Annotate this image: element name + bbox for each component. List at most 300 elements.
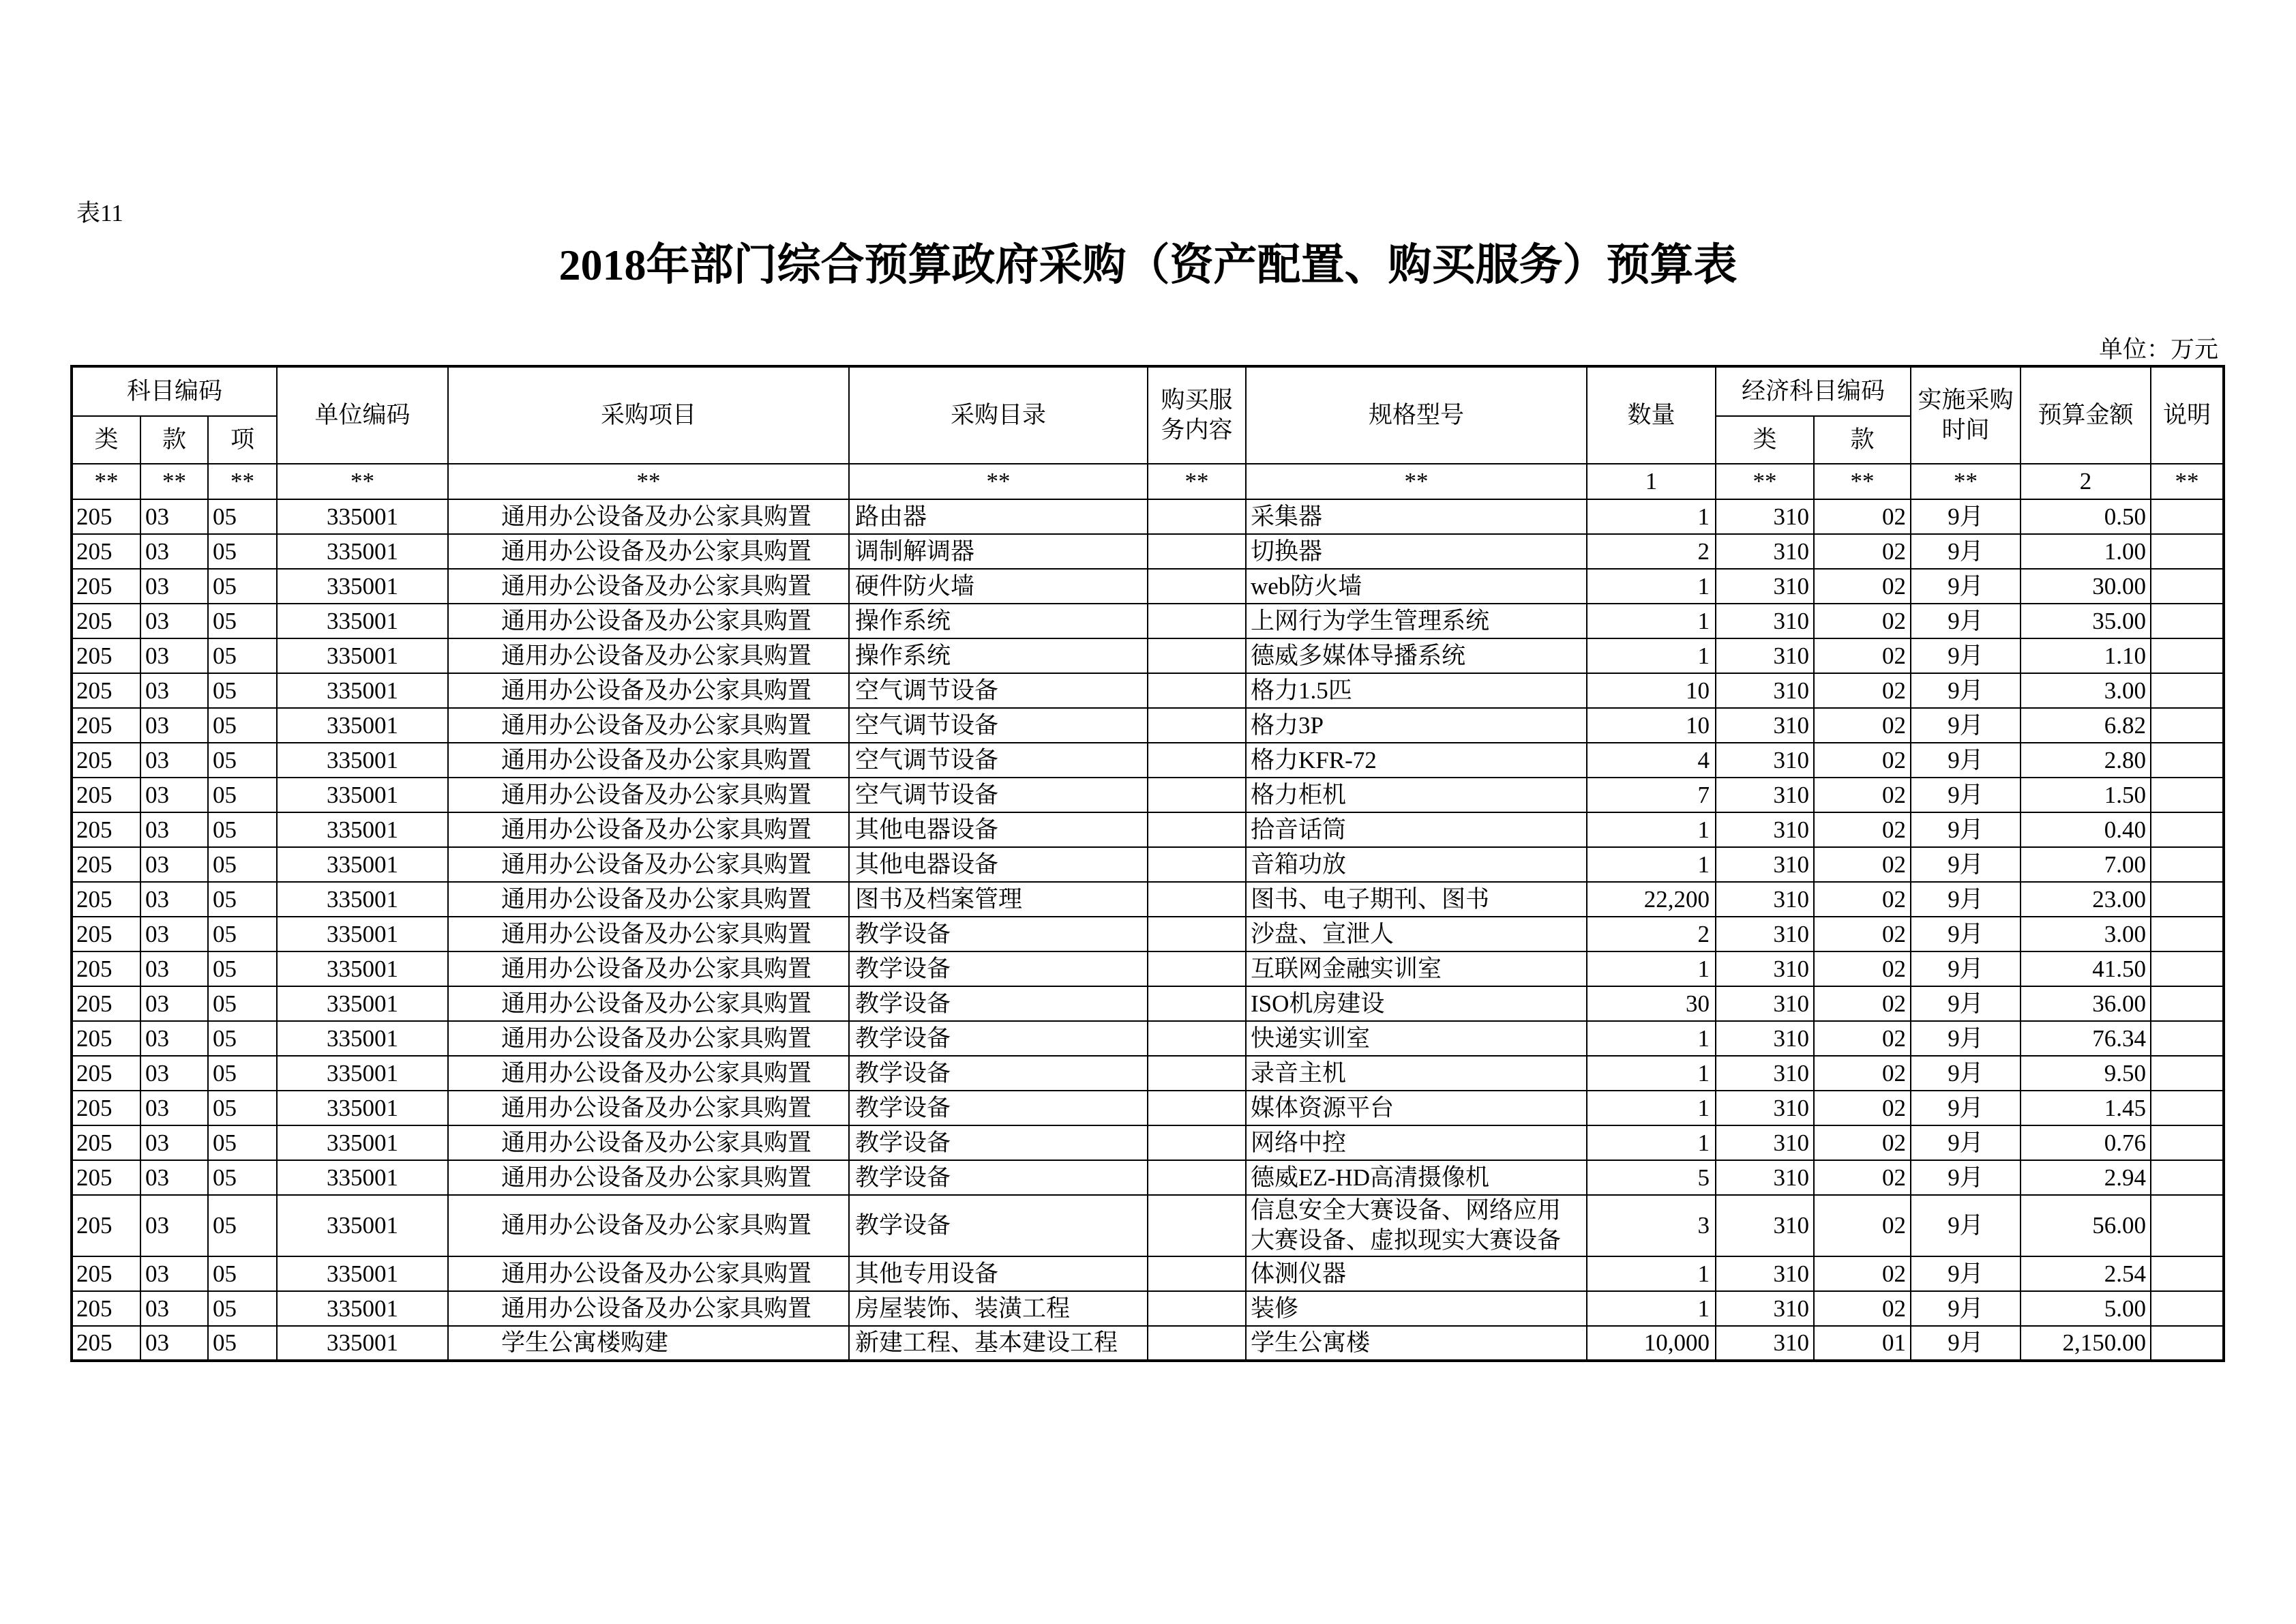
- cell-time: 9月: [1911, 917, 2021, 951]
- cell-econ-item: 02: [1814, 1195, 1911, 1256]
- cell-econ-class: 310: [1716, 534, 1814, 569]
- cell-service-content: [1148, 812, 1246, 847]
- cell-unit-code: 335001: [277, 1326, 448, 1361]
- cell-note: [2151, 708, 2224, 743]
- header-time-label: 实施采购时间: [1918, 387, 2014, 443]
- cell-time: 9月: [1911, 1291, 2021, 1326]
- budget-table: [70, 365, 2225, 1362]
- cell-amount: 36.00: [2021, 986, 2151, 1021]
- cell-quantity: 1: [1587, 1091, 1716, 1125]
- cell-note: [2151, 569, 2224, 604]
- table-row: [72, 604, 2224, 638]
- cell-unit-code: 335001: [277, 1125, 448, 1160]
- cell-project: 通用办公设备及办公家具购置: [448, 673, 849, 708]
- cell-catalog: 其他电器设备: [849, 812, 1148, 847]
- cell-catalog: 空气调节设备: [849, 743, 1148, 778]
- cell-quantity: 30: [1587, 986, 1716, 1021]
- cell-project: 通用办公设备及办公家具购置: [448, 1256, 849, 1291]
- cell-subject-sub: 05: [208, 638, 277, 673]
- cell-subject-item: 03: [140, 638, 208, 673]
- cell-subject-class: 205: [72, 743, 140, 778]
- cell-subject-class: 205: [72, 882, 140, 917]
- cell-subject-item: 03: [140, 986, 208, 1021]
- cell-time: 9月: [1911, 1160, 2021, 1195]
- cell-service-content: [1148, 917, 1246, 951]
- cell-spec: 装修: [1246, 1291, 1587, 1326]
- cell-note: [2151, 812, 2224, 847]
- cell-subject-sub: 05: [208, 604, 277, 638]
- cell-spec: 拾音话筒: [1246, 812, 1587, 847]
- cell-subject-class: 205: [72, 951, 140, 986]
- cell-unit-code: 335001: [277, 951, 448, 986]
- header-subject-sub: 项: [208, 416, 277, 464]
- cell-unit-code: 335001: [277, 1056, 448, 1091]
- header-subject-class: 类: [72, 416, 140, 464]
- table-row: [72, 986, 2224, 1021]
- header-quantity: 数量: [1587, 366, 1716, 464]
- table-row: [72, 1125, 2224, 1160]
- cell-econ-item: **: [1814, 464, 1911, 499]
- cell-subject-sub: 05: [208, 882, 277, 917]
- cell-quantity: 1: [1587, 638, 1716, 673]
- cell-econ-item: 02: [1814, 1291, 1911, 1326]
- cell-catalog: 操作系统: [849, 638, 1148, 673]
- cell-project: 通用办公设备及办公家具购置: [448, 812, 849, 847]
- cell-unit-code: 335001: [277, 638, 448, 673]
- cell-subject-item: 03: [140, 847, 208, 882]
- cell-catalog: 空气调节设备: [849, 778, 1148, 812]
- cell-subject-class: 205: [72, 1056, 140, 1091]
- cell-note: [2151, 604, 2224, 638]
- cell-service-content: [1148, 1291, 1246, 1326]
- table-body: [72, 464, 2224, 1361]
- cell-time: 9月: [1911, 986, 2021, 1021]
- cell-econ-class: 310: [1716, 812, 1814, 847]
- cell-econ-class: 310: [1716, 986, 1814, 1021]
- cell-unit-code: 335001: [277, 778, 448, 812]
- cell-project: 通用办公设备及办公家具购置: [448, 708, 849, 743]
- cell-econ-class: 310: [1716, 1195, 1814, 1256]
- cell-econ-item: 02: [1814, 1056, 1911, 1091]
- header-note: 说明: [2151, 366, 2224, 464]
- cell-spec: 媒体资源平台: [1246, 1091, 1587, 1125]
- cell-note: [2151, 917, 2224, 951]
- cell-project: 通用办公设备及办公家具购置: [448, 951, 849, 986]
- cell-project: 通用办公设备及办公家具购置: [448, 1125, 849, 1160]
- cell-amount: 1.50: [2021, 778, 2151, 812]
- header-catalog: 采购目录: [849, 366, 1148, 464]
- cell-catalog: 操作系统: [849, 604, 1148, 638]
- cell-spec: 录音主机: [1246, 1056, 1587, 1091]
- cell-amount: 0.50: [2021, 499, 2151, 534]
- cell-econ-class: 310: [1716, 499, 1814, 534]
- cell-amount: 56.00: [2021, 1195, 2151, 1256]
- cell-amount: 23.00: [2021, 882, 2151, 917]
- cell-amount: 6.82: [2021, 708, 2151, 743]
- cell-project: 通用办公设备及办公家具购置: [448, 778, 849, 812]
- marker-row: [72, 464, 2224, 499]
- cell-subject-sub: 05: [208, 1256, 277, 1291]
- cell-amount: 76.34: [2021, 1021, 2151, 1056]
- cell-subject-item: 03: [140, 604, 208, 638]
- table-row: [72, 1160, 2224, 1195]
- cell-subject-sub: 05: [208, 1056, 277, 1091]
- cell-subject-class: 205: [72, 673, 140, 708]
- cell-service-content: **: [1148, 464, 1246, 499]
- cell-catalog: 其他电器设备: [849, 847, 1148, 882]
- cell-amount: 1.00: [2021, 534, 2151, 569]
- cell-quantity: 1: [1587, 464, 1716, 499]
- cell-subject-sub: 05: [208, 847, 277, 882]
- cell-subject-class: **: [72, 464, 140, 499]
- cell-econ-class: 310: [1716, 778, 1814, 812]
- table-row: [72, 673, 2224, 708]
- table-row: [72, 1021, 2224, 1056]
- cell-quantity: 2: [1587, 917, 1716, 951]
- cell-unit-code: **: [277, 464, 448, 499]
- cell-unit-code: 335001: [277, 1291, 448, 1326]
- cell-catalog: 空气调节设备: [849, 708, 1148, 743]
- cell-econ-class: 310: [1716, 1021, 1814, 1056]
- cell-econ-item: 02: [1814, 499, 1911, 534]
- cell-service-content: [1148, 1195, 1246, 1256]
- cell-catalog: 教学设备: [849, 1091, 1148, 1125]
- cell-subject-class: 205: [72, 1125, 140, 1160]
- cell-catalog: 教学设备: [849, 986, 1148, 1021]
- cell-econ-item: 02: [1814, 917, 1911, 951]
- cell-service-content: [1148, 499, 1246, 534]
- cell-subject-class: 205: [72, 986, 140, 1021]
- cell-time: 9月: [1911, 1195, 2021, 1256]
- cell-catalog: 图书及档案管理: [849, 882, 1148, 917]
- cell-time: 9月: [1911, 951, 2021, 986]
- cell-econ-class: 310: [1716, 1056, 1814, 1091]
- cell-project: 通用办公设备及办公家具购置: [448, 638, 849, 673]
- cell-unit-code: 335001: [277, 743, 448, 778]
- cell-spec: 上网行为学生管理系统: [1246, 604, 1587, 638]
- cell-time: 9月: [1911, 882, 2021, 917]
- cell-econ-class: 310: [1716, 882, 1814, 917]
- cell-project: 通用办公设备及办公家具购置: [448, 1195, 849, 1256]
- cell-subject-class: 205: [72, 499, 140, 534]
- cell-spec: 格力柜机: [1246, 778, 1587, 812]
- cell-subject-item: 03: [140, 673, 208, 708]
- cell-subject-class: 205: [72, 847, 140, 882]
- cell-subject-class: 205: [72, 812, 140, 847]
- cell-amount: 5.00: [2021, 1291, 2151, 1326]
- cell-catalog: 教学设备: [849, 1021, 1148, 1056]
- cell-subject-item: 03: [140, 743, 208, 778]
- cell-quantity: 1: [1587, 1125, 1716, 1160]
- cell-amount: 0.76: [2021, 1125, 2151, 1160]
- cell-project: 通用办公设备及办公家具购置: [448, 847, 849, 882]
- table-row: [72, 638, 2224, 673]
- cell-quantity: 1: [1587, 951, 1716, 986]
- cell-time: 9月: [1911, 1056, 2021, 1091]
- cell-project: 通用办公设备及办公家具购置: [448, 1056, 849, 1091]
- cell-econ-class: 310: [1716, 1125, 1814, 1160]
- cell-note: [2151, 1091, 2224, 1125]
- cell-time: 9月: [1911, 1326, 2021, 1361]
- cell-quantity: 10: [1587, 708, 1716, 743]
- cell-econ-item: 02: [1814, 1160, 1911, 1195]
- cell-econ-class: 310: [1716, 604, 1814, 638]
- cell-service-content: [1148, 1056, 1246, 1091]
- cell-econ-item: 02: [1814, 1256, 1911, 1291]
- cell-note: [2151, 1125, 2224, 1160]
- cell-project: 通用办公设备及办公家具购置: [448, 499, 849, 534]
- cell-amount: 30.00: [2021, 569, 2151, 604]
- header-amount: 预算金额: [2021, 366, 2151, 464]
- cell-unit-code: 335001: [277, 708, 448, 743]
- cell-service-content: [1148, 1256, 1246, 1291]
- cell-unit-code: 335001: [277, 1195, 448, 1256]
- cell-subject-sub: 05: [208, 743, 277, 778]
- cell-subject-sub: 05: [208, 1125, 277, 1160]
- cell-service-content: [1148, 1125, 1246, 1160]
- cell-subject-class: 205: [72, 778, 140, 812]
- cell-quantity: 5: [1587, 1160, 1716, 1195]
- cell-econ-item: 02: [1814, 708, 1911, 743]
- cell-quantity: 1: [1587, 1021, 1716, 1056]
- cell-time: 9月: [1911, 673, 2021, 708]
- cell-unit-code: 335001: [277, 1021, 448, 1056]
- cell-econ-class: 310: [1716, 569, 1814, 604]
- cell-catalog: 硬件防火墙: [849, 569, 1148, 604]
- cell-quantity: 1: [1587, 604, 1716, 638]
- table-row: [72, 1056, 2224, 1091]
- cell-quantity: 1: [1587, 1291, 1716, 1326]
- cell-catalog: 空气调节设备: [849, 673, 1148, 708]
- cell-service-content: [1148, 604, 1246, 638]
- cell-subject-item: **: [140, 464, 208, 499]
- cell-spec: 采集器: [1246, 499, 1587, 534]
- table-header: [72, 366, 2224, 464]
- table-row: [72, 917, 2224, 951]
- cell-service-content: [1148, 673, 1246, 708]
- cell-econ-item: 02: [1814, 1091, 1911, 1125]
- cell-amount: 1.45: [2021, 1091, 2151, 1125]
- cell-spec: 格力3P: [1246, 708, 1587, 743]
- cell-subject-sub: 05: [208, 812, 277, 847]
- cell-subject-class: 205: [72, 534, 140, 569]
- cell-subject-item: 03: [140, 812, 208, 847]
- cell-subject-class: 205: [72, 1021, 140, 1056]
- cell-subject-sub: 05: [208, 1291, 277, 1326]
- cell-econ-item: 02: [1814, 604, 1911, 638]
- cell-time: 9月: [1911, 1125, 2021, 1160]
- cell-subject-item: 03: [140, 1291, 208, 1326]
- cell-catalog: **: [849, 464, 1148, 499]
- table-row: [72, 569, 2224, 604]
- cell-time: **: [1911, 464, 2021, 499]
- table-row: [72, 1291, 2224, 1326]
- cell-note: **: [2151, 464, 2224, 499]
- cell-spec: 体测仪器: [1246, 1256, 1587, 1291]
- cell-catalog: 新建工程、基本建设工程: [849, 1326, 1148, 1361]
- cell-note: [2151, 534, 2224, 569]
- cell-subject-item: 03: [140, 917, 208, 951]
- table-row: [72, 882, 2224, 917]
- cell-note: [2151, 1256, 2224, 1291]
- cell-project: 通用办公设备及办公家具购置: [448, 743, 849, 778]
- cell-amount: 2: [2021, 464, 2151, 499]
- cell-time: 9月: [1911, 638, 2021, 673]
- header-time: [1911, 366, 2021, 464]
- cell-note: [2151, 1021, 2224, 1056]
- cell-subject-sub: 05: [208, 534, 277, 569]
- cell-econ-class: 310: [1716, 1291, 1814, 1326]
- cell-spec: ISO机房建设: [1246, 986, 1587, 1021]
- cell-time: 9月: [1911, 847, 2021, 882]
- cell-project: 通用办公设备及办公家具购置: [448, 1160, 849, 1195]
- cell-econ-class: 310: [1716, 917, 1814, 951]
- cell-catalog: 教学设备: [849, 951, 1148, 986]
- cell-subject-item: 03: [140, 1091, 208, 1125]
- header-econ-item: 款: [1814, 416, 1911, 464]
- cell-service-content: [1148, 847, 1246, 882]
- cell-service-content: [1148, 1021, 1246, 1056]
- cell-econ-item: 02: [1814, 986, 1911, 1021]
- cell-econ-item: 02: [1814, 847, 1911, 882]
- cell-spec: 格力1.5匹: [1246, 673, 1587, 708]
- cell-econ-class: 310: [1716, 1091, 1814, 1125]
- cell-subject-sub: 05: [208, 708, 277, 743]
- cell-unit-code: 335001: [277, 534, 448, 569]
- cell-spec: 音箱功放: [1246, 847, 1587, 882]
- cell-amount: 2.80: [2021, 743, 2151, 778]
- cell-unit-code: 335001: [277, 1091, 448, 1125]
- cell-amount: 3.00: [2021, 673, 2151, 708]
- cell-subject-class: 205: [72, 1291, 140, 1326]
- cell-project: 通用办公设备及办公家具购置: [448, 1091, 849, 1125]
- cell-econ-item: 02: [1814, 812, 1911, 847]
- cell-spec: web防火墙: [1246, 569, 1587, 604]
- table-number: 表11: [76, 200, 123, 226]
- cell-project: 通用办公设备及办公家具购置: [448, 986, 849, 1021]
- cell-catalog: 房屋装饰、装潢工程: [849, 1291, 1148, 1326]
- cell-subject-sub: 05: [208, 499, 277, 534]
- header-subject-code: 科目编码: [72, 366, 277, 416]
- cell-project: 通用办公设备及办公家具购置: [448, 569, 849, 604]
- cell-subject-sub: 05: [208, 1021, 277, 1056]
- table-row: [72, 1195, 2224, 1256]
- cell-note: [2151, 673, 2224, 708]
- cell-spec: 格力KFR-72: [1246, 743, 1587, 778]
- table-row: [72, 1326, 2224, 1361]
- cell-subject-item: 03: [140, 1021, 208, 1056]
- cell-time: 9月: [1911, 743, 2021, 778]
- cell-amount: 35.00: [2021, 604, 2151, 638]
- cell-amount: 2.54: [2021, 1256, 2151, 1291]
- cell-note: [2151, 499, 2224, 534]
- cell-time: 9月: [1911, 1091, 2021, 1125]
- cell-amount: 2.94: [2021, 1160, 2151, 1195]
- cell-spec: 德威EZ-HD高清摄像机: [1246, 1160, 1587, 1195]
- cell-subject-item: 03: [140, 569, 208, 604]
- cell-quantity: 1: [1587, 1256, 1716, 1291]
- cell-subject-item: 03: [140, 708, 208, 743]
- document-title: 2018年部门综合预算政府采购（资产配置、购买服务）预算表: [558, 241, 1738, 289]
- cell-subject-class: 205: [72, 917, 140, 951]
- cell-subject-sub: 05: [208, 986, 277, 1021]
- cell-econ-class: 310: [1716, 1326, 1814, 1361]
- cell-quantity: 1: [1587, 569, 1716, 604]
- cell-subject-class: 205: [72, 708, 140, 743]
- cell-subject-class: 205: [72, 1091, 140, 1125]
- cell-subject-sub: 05: [208, 917, 277, 951]
- cell-catalog: 其他专用设备: [849, 1256, 1148, 1291]
- cell-project: 通用办公设备及办公家具购置: [448, 534, 849, 569]
- cell-quantity: 1: [1587, 499, 1716, 534]
- cell-quantity: 1: [1587, 1056, 1716, 1091]
- cell-spec: 图书、电子期刊、图书: [1246, 882, 1587, 917]
- cell-quantity: 10: [1587, 673, 1716, 708]
- cell-subject-class: 205: [72, 638, 140, 673]
- cell-time: 9月: [1911, 1256, 2021, 1291]
- cell-note: [2151, 1291, 2224, 1326]
- cell-note: [2151, 743, 2224, 778]
- header-service-content-label: 购买服务内容: [1161, 387, 1233, 443]
- unit-label: 单位：万元: [2098, 336, 2218, 363]
- table-row: [72, 499, 2224, 534]
- cell-time: 9月: [1911, 604, 2021, 638]
- cell-spec: 互联网金融实训室: [1246, 951, 1587, 986]
- cell-econ-class: 310: [1716, 1160, 1814, 1195]
- cell-spec: 学生公寓楼: [1246, 1326, 1587, 1361]
- cell-econ-item: 02: [1814, 743, 1911, 778]
- cell-project: 学生公寓楼购建: [448, 1326, 849, 1361]
- cell-spec: 沙盘、宣泄人: [1246, 917, 1587, 951]
- cell-catalog: 教学设备: [849, 1160, 1148, 1195]
- header-spec: 规格型号: [1246, 366, 1587, 464]
- cell-subject-item: 03: [140, 1160, 208, 1195]
- cell-time: 9月: [1911, 1021, 2021, 1056]
- cell-project: 通用办公设备及办公家具购置: [448, 1291, 849, 1326]
- cell-econ-item: 02: [1814, 569, 1911, 604]
- cell-quantity: 22,200: [1587, 882, 1716, 917]
- cell-subject-class: 205: [72, 1326, 140, 1361]
- header-unit-code: 单位编码: [277, 366, 448, 464]
- cell-subject-item: 03: [140, 1125, 208, 1160]
- cell-subject-class: 205: [72, 569, 140, 604]
- cell-time: 9月: [1911, 534, 2021, 569]
- cell-service-content: [1148, 638, 1246, 673]
- cell-econ-item: 02: [1814, 951, 1911, 986]
- cell-note: [2151, 1195, 2224, 1256]
- cell-subject-sub: 05: [208, 673, 277, 708]
- cell-subject-item: 03: [140, 1326, 208, 1361]
- cell-quantity: 3: [1587, 1195, 1716, 1256]
- cell-amount: 0.40: [2021, 812, 2151, 847]
- cell-service-content: [1148, 951, 1246, 986]
- table-row: [72, 1256, 2224, 1291]
- cell-econ-item: 02: [1814, 673, 1911, 708]
- cell-spec: 德威多媒体导播系统: [1246, 638, 1587, 673]
- cell-econ-class: 310: [1716, 673, 1814, 708]
- cell-econ-class: 310: [1716, 743, 1814, 778]
- cell-amount: 7.00: [2021, 847, 2151, 882]
- cell-spec: 网络中控: [1246, 1125, 1587, 1160]
- cell-catalog: 教学设备: [849, 917, 1148, 951]
- cell-spec: 快递实训室: [1246, 1021, 1587, 1056]
- cell-econ-item: 02: [1814, 778, 1911, 812]
- cell-service-content: [1148, 569, 1246, 604]
- cell-subject-item: 03: [140, 882, 208, 917]
- cell-subject-sub: 05: [208, 569, 277, 604]
- cell-spec: **: [1246, 464, 1587, 499]
- cell-catalog: 调制解调器: [849, 534, 1148, 569]
